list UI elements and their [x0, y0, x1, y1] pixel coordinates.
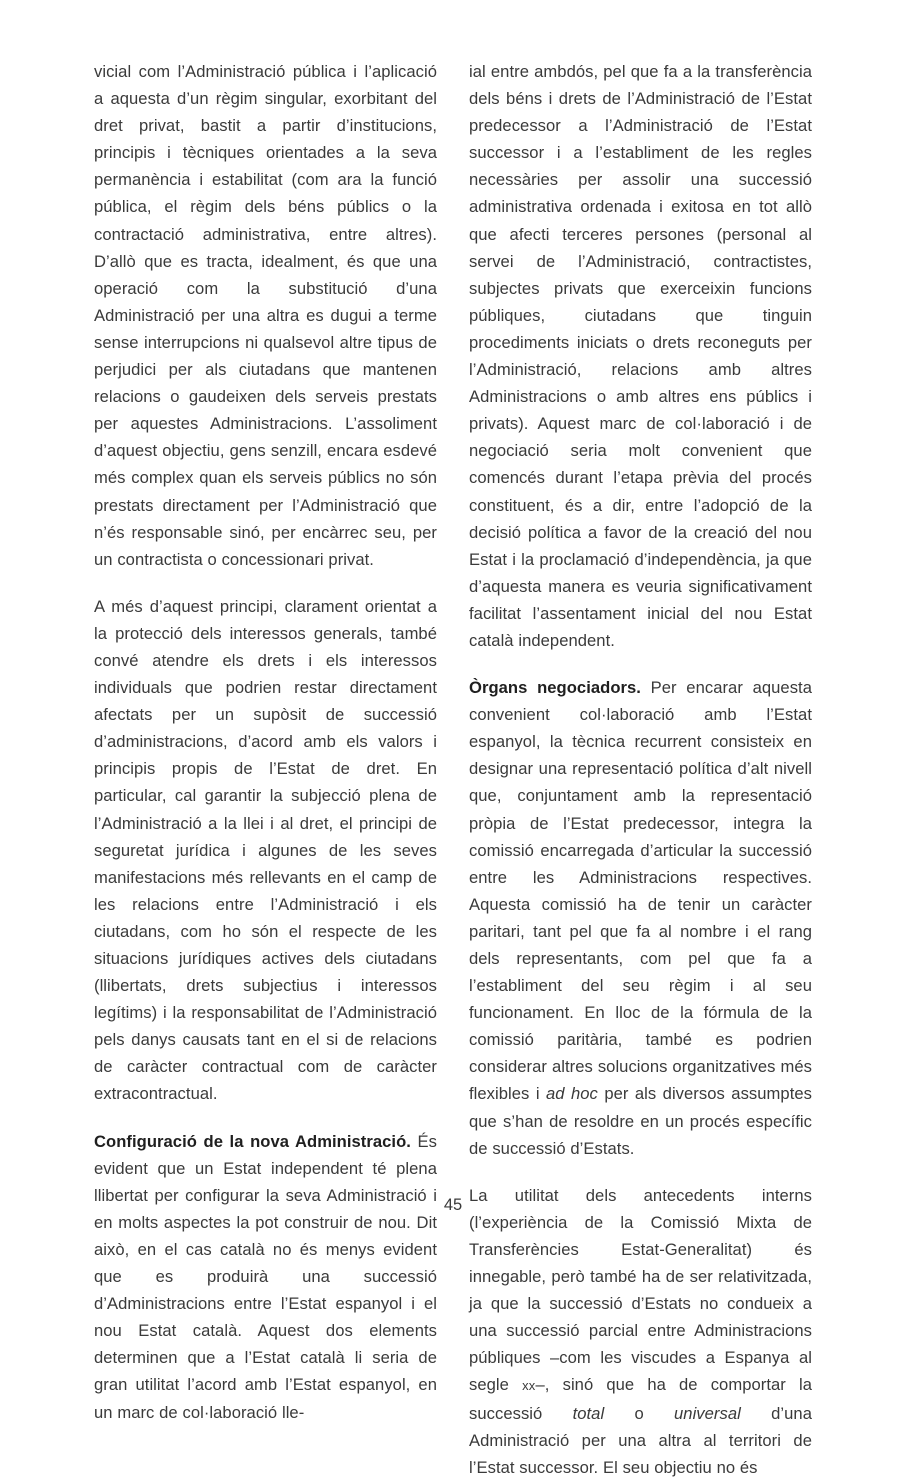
left-column — [94, 58, 438, 1422]
italic-ad-hoc: ad hoc — [546, 1084, 598, 1104]
italic-universal: universal — [674, 1403, 741, 1423]
paragraph-right-1: ial entre ambdós, pel que fa a la transferència dels béns i drets de l’Administració de l’Estat predecessor a l’Administració de l’Estat successor i a l’establiment de les regles necessàries per assolir una successió administrativa ordenada i exitosa en tot allò que afecti terceres persones (personal al servei de l’Administració, contractistes, subjectes privats que exerceixin funcions públiques, ciutadans que tinguin procediments iniciats o drets reconeguts per l’Administració, relacions amb altres Administracions o amb altres ens públics i privats). Aquest marc de col·laboració i de negociació seria molt convenient que comencés durant l’etapa prèvia del procés constituent, és a dir, entre l’adopció de la decisió política a favor de la creació del nou Estat i la proclamació d’independència, ja que d’aquesta manera es veuria significativament facilitat l’assentament inicial del nou Estat català independent. — [469, 62, 812, 650]
paragraph-right-3 — [469, 1182, 812, 1481]
paragraph-right-3-segment-3: o — [604, 1403, 675, 1423]
page-number-folio: 45 — [443, 1196, 463, 1214]
smallcaps-century-xx: xx — [522, 1378, 536, 1394]
paragraph-left-1: vicial com l’Administració pública i l’aplicació a aquesta d’un règim singular, exorbitant del dret privat, bastit a partir d’institucions, principis i tècniques orientades a la seva permanència i estabilitat (com ara la funció pública, el règim dels béns públics o la contractació administrativa, entre altres). D’allò que es tracta, idealment, és que una operació com la substitució d’una Administració per una altra es dugui a terme sense interrupcions ni qualsevol altre tipus de perjudici per als ciutadans que mantenen relacions o gaudeixen dels serveis prestats per aquestes Administracions. L’assoliment d’aquest objectiu, gens senzill, encara esdevé més complex quan els serveis públics no són prestats directament per l’Administració que n’és responsable sinó, per encàrrec seu, per un contractista o concessionari privat. — [94, 62, 437, 569]
run-in-heading-configuracio: Configuració de la nova Administració. — [94, 1131, 411, 1151]
paragraph-right-3-segment-4: d’una Administració per una altra al territori de l’Estat successor. El seu objectiu no és — [469, 1403, 812, 1477]
paragraph-left-3 — [94, 1128, 437, 1426]
paragraph-right-3-segment-2: –, sinó que ha de comportar la successió — [469, 1375, 812, 1423]
paragraph-right-2 — [469, 674, 812, 1162]
paragraph-right-2-text-before: Per encarar aquesta convenient col·laboració amb l’Estat espanyol, la tècnica recurrent consisteix en designar una representació política d’alt nivell que, conjuntament amb la representació pròpia de l’Estat predecessor, integra la comissió encarregada d’articular la successió entre les Administracions respectives. Aquesta comissió ha de tenir un caràcter paritari, tant pel que fa al nombre i el rang dels representants, com pel que fa a l’establiment del seu règim i al seu funcionament. En lloc de la fórmula de la comissió paritària, també es podrien considerar altres solucions organitzatives més flexibles i — [469, 678, 812, 1104]
italic-total: total — [572, 1403, 605, 1423]
paragraph-right-2-text-after: per als diversos assumptes que s’han de resoldre en un procés específic de successió d’Estats. — [469, 1084, 812, 1158]
spacer-right-2 — [641, 678, 651, 697]
paragraph-left-3-text: És evident que un Estat independent té plena llibertat per configurar la seva Administració i en molts aspectes la pot construir de nou. Dit això, en el cas català no és menys evident que es produirà una successió d’Administracions entre l’Estat espanyol i el nou Estat català. Aquest dos elements determinen que a l’Estat català li seria de gran utilitat l’acord amb l’Estat espanyol, en un marc de col·laboració lle- — [94, 1131, 438, 1422]
paragraph-left-3-body — [411, 1132, 418, 1151]
paragraph-left-2: A més d’aquest principi, clarament orientat a la protecció dels interessos generals, també convé atendre els drets i els interessos individuals que podrien restar directament afectats per un supòsit de successió d’administracions, d’acord amb els valors i principis propis de l’Estat de dret. En particular, cal garantir la subjecció plena de l’Administració a la llei i al dret, el principi de seguretat jurídica i algunes de les seves manifestacions més rellevants en el camp de les relacions entre l’Administració i els ciutadans, com ho són el respecte de les situacions jurídiques actives dels ciutadans (llibertats, drets subjectius i interessos legítims) i la responsabilitat de l’Administració pels danys causats tant en el si de relacions de caràcter contractual com de caràcter extracontractual. — [94, 596, 437, 1104]
run-in-heading-organs-negociadors: Òrgans negociadors. — [469, 678, 641, 698]
right-column — [469, 58, 812, 1477]
paragraph-right-3-segment-1: La utilitat dels antecedents interns (l’experiència de la Comissió Mixta de Transferències Estat-Generalitat) és innegable, però també ha de ser relativitzada, ja que la successió d’Estats no condueix a una successió parcial entre Administracions públiques –com les viscudes a Espanya al segle — [469, 1185, 812, 1395]
